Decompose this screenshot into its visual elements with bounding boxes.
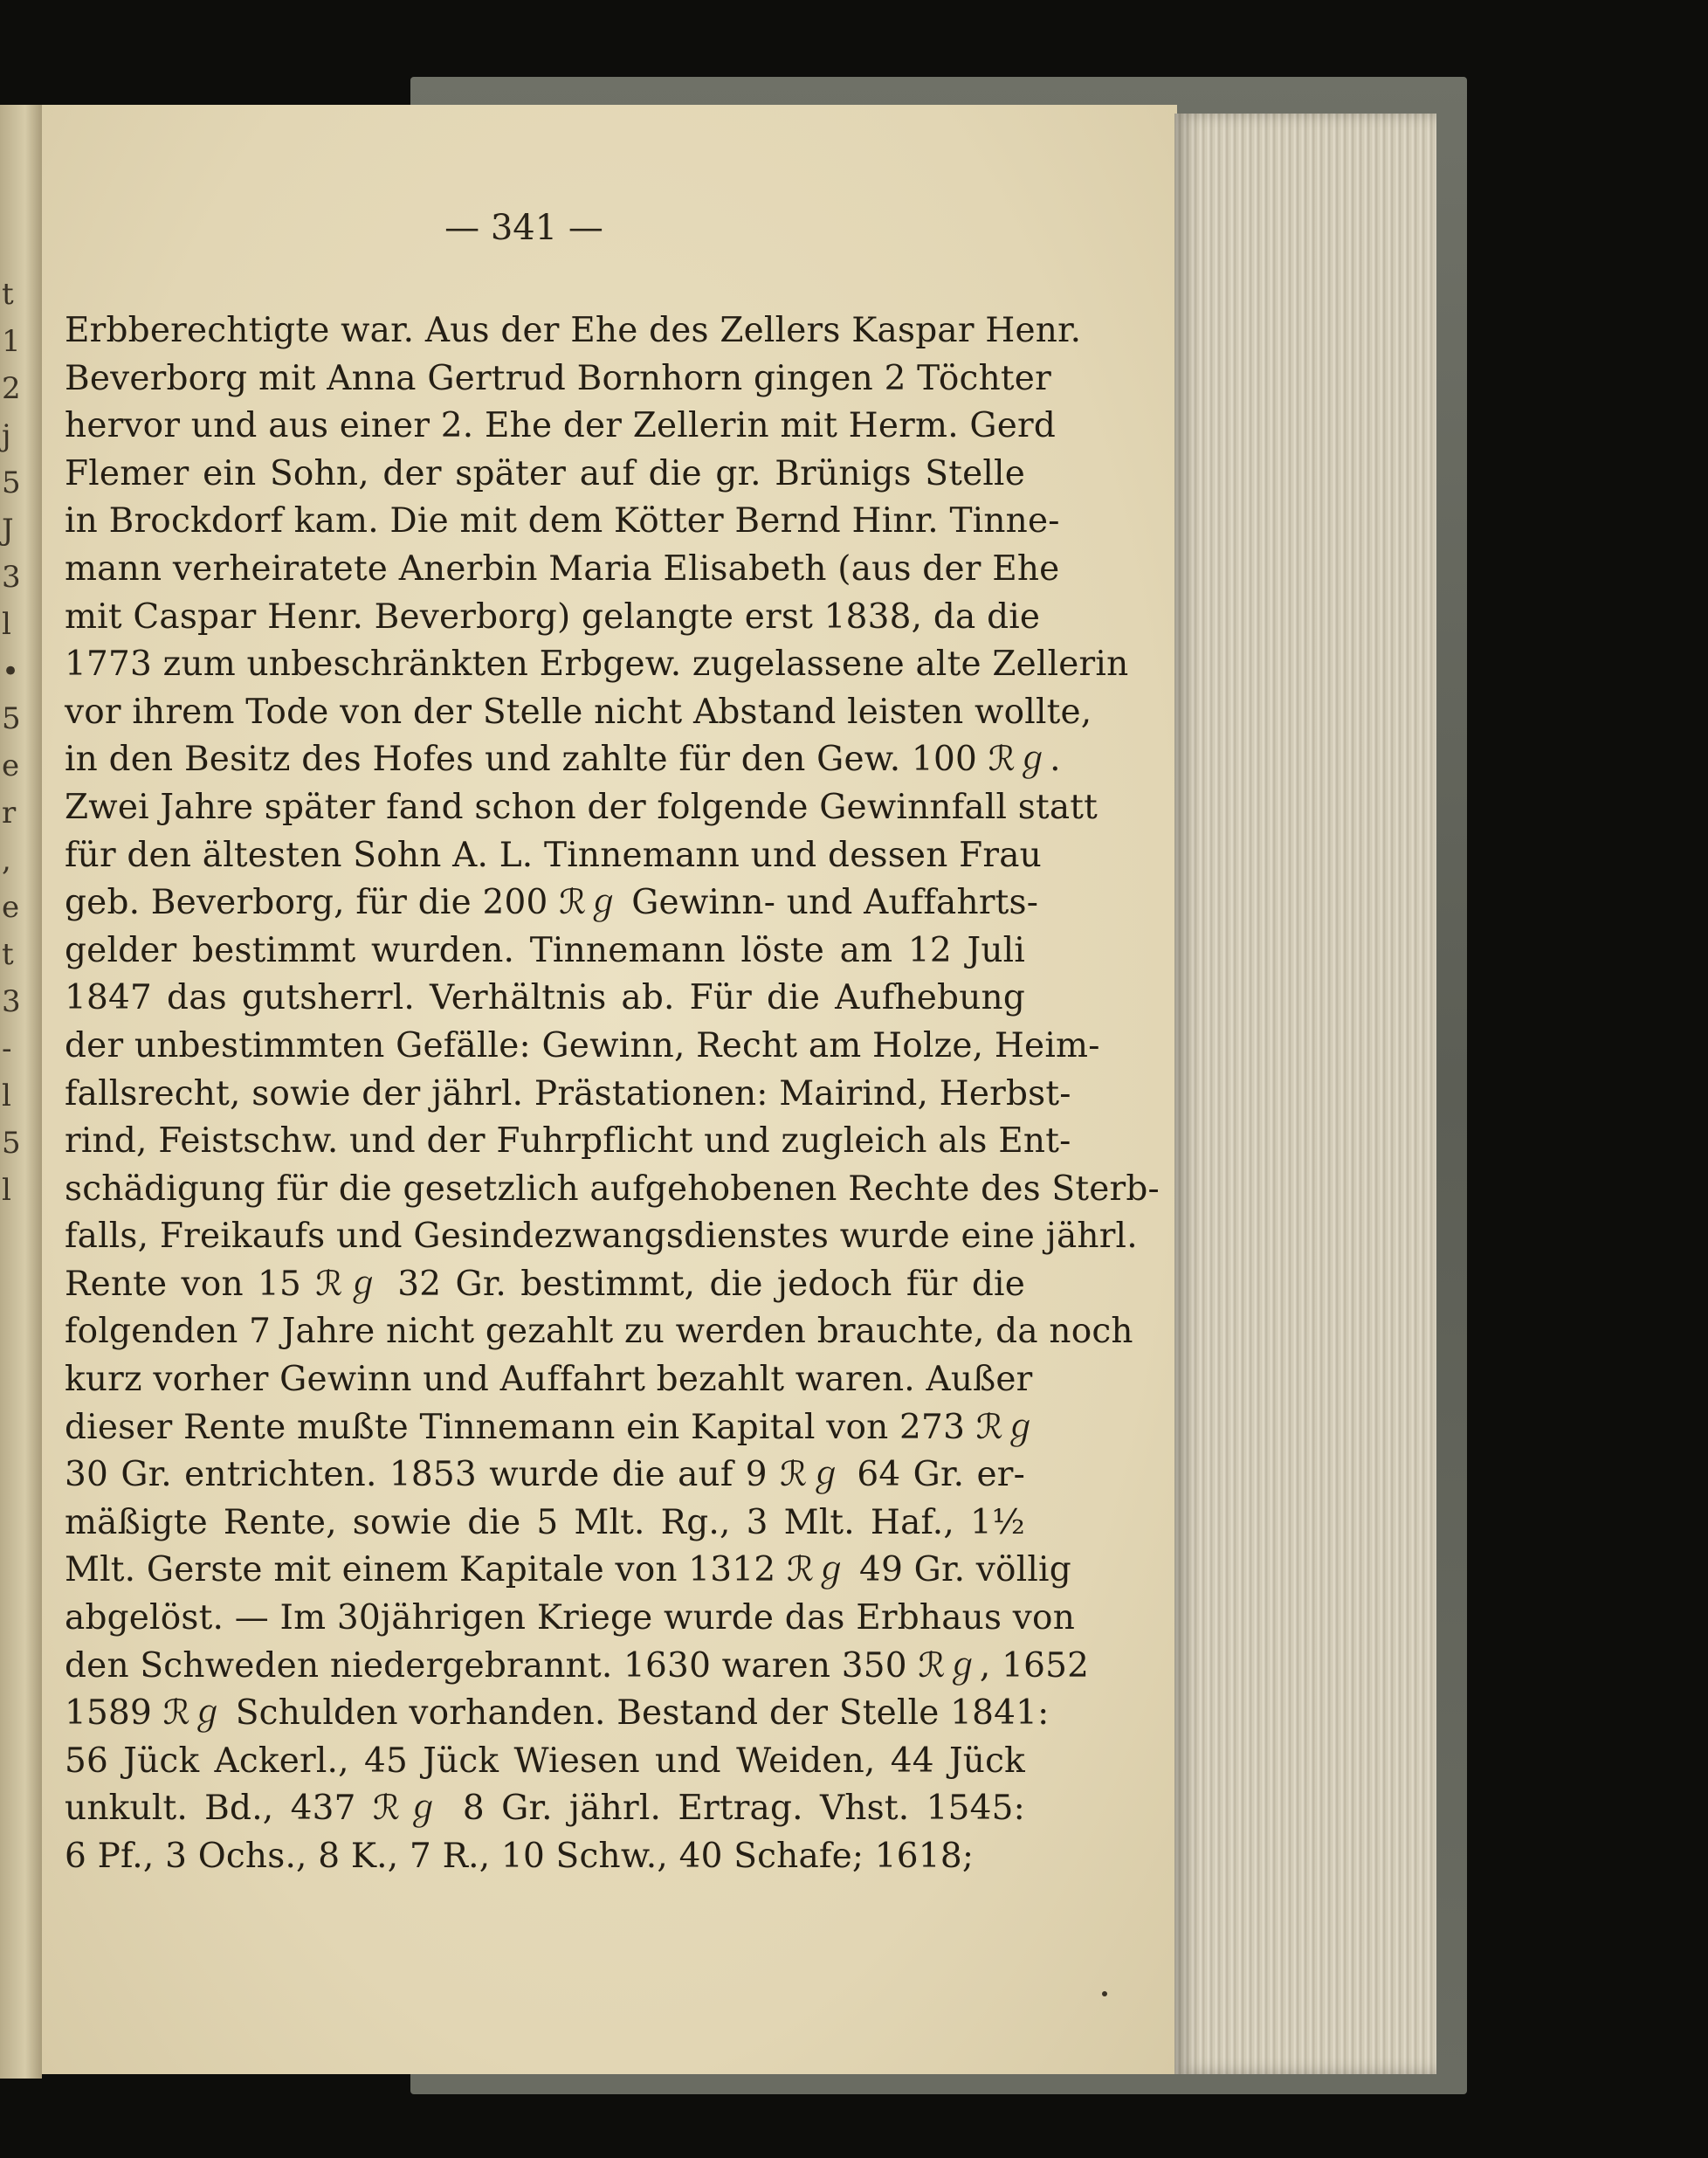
left-page-fragment: • (2, 654, 20, 689)
text-line: Flemer ein Sohn, der später auf die gr. Brünigs Stelle (65, 453, 1025, 493)
text-line: fallsrecht, sowie der jährl. Prästationen: Mairind, Herbst- (65, 1073, 1071, 1113)
left-page-fragment: j (2, 418, 11, 453)
left-page-fragment: 1 (2, 324, 21, 359)
text-line: gelder bestimmt wurden. Tinnemann löste am 12 Juli (65, 930, 1025, 970)
ink-speck (1102, 1991, 1107, 1996)
text-line: den Schweden niedergebrannt. 1630 waren 350 ℛℊ, 1652 (65, 1645, 1090, 1686)
left-page-fragment: , (2, 843, 11, 878)
text-line: mit Caspar Henr. Beverborg) gelangte erst 1838, da die (65, 596, 1041, 637)
left-page-fragment: 2 (2, 371, 21, 406)
text-line: in Brockdorf kam. Die mit dem Kötter Bernd Hinr. Tinne- (65, 501, 1060, 541)
left-page-fragment: r (2, 796, 17, 831)
left-page-fragment: l (2, 1079, 11, 1113)
text-line: unkult. Bd., 437 ℛℊ 8 Gr. jährl. Ertrag. Vhst. 1545: (65, 1789, 1025, 1829)
text-line: folgenden 7 Jahre nicht gezahlt zu werden brauchte, da noch (65, 1312, 1133, 1352)
text-line: falls, Freikaufs und Gesindezwangsdienstes wurde eine jährl. (65, 1217, 1138, 1257)
text-line: rind, Feistschw. und der Fuhrpflicht und zugleich als Ent- (65, 1121, 1071, 1162)
text-line: 56 Jück Ackerl., 45 Jück Wiesen und Weiden, 44 Jück (65, 1741, 1025, 1781)
text-line: vor ihrem Tode von der Stelle nicht Abstand leisten wollte, (65, 692, 1092, 732)
left-page-fragment: l (2, 607, 11, 642)
left-page-fragment: J (2, 513, 14, 548)
text-line: Rente von 15 ℛℊ 32 Gr. bestimmt, die jedoch für die (65, 1264, 1025, 1304)
left-page-fragment: t (2, 277, 14, 312)
text-line: in den Besitz des Hofes und zahlte für den Gew. 100 ℛℊ. (65, 740, 1061, 780)
text-line: geb. Beverborg, für die 200 ℛℊ Gewinn- und Auffahrts- (65, 883, 1039, 923)
left-page-fragment: 3 (2, 560, 21, 595)
left-page-fragment: - (2, 1031, 12, 1066)
text-line: Beverborg mit Anna Gertrud Bornhorn gingen 2 Töchter (65, 358, 1051, 398)
page-body-text (65, 307, 1160, 1881)
text-line: abgelöst. — Im 30jährigen Kriege wurde das Erbhaus von (65, 1598, 1076, 1638)
text-line: 1589 ℛℊ Schulden vorhanden. Bestand der Stelle 1841: (65, 1693, 1050, 1734)
text-line: der unbestimmten Gefälle: Gewinn, Recht am Holze, Heim- (65, 1025, 1100, 1065)
text-line: mäßigte Rente, sowie die 5 Mlt. Rg., 3 Mlt. Haf., 1½ (65, 1502, 1025, 1542)
page-number: — 341 — (444, 208, 603, 248)
text-line: Zwei Jahre später fand schon der folgende Gewinnfall statt (65, 787, 1098, 827)
text-line: dieser Rente mußte Tinnemann ein Kapital von 273 ℛℊ (65, 1407, 1038, 1447)
text-line: Erbberechtigte war. Aus der Ehe des Zellers Kaspar Henr. (65, 311, 1082, 350)
left-page-fragment: 5 (2, 465, 21, 500)
text-line: 1773 zum unbeschränkten Erbgew. zugelassene alte Zellerin (65, 645, 1129, 685)
text-line: kurz vorher Gewinn und Auffahrt bezahlt waren. Außer (65, 1360, 1033, 1400)
text-line: für den ältesten Sohn A. L. Tinnemann und dessen Frau (65, 835, 1042, 875)
left-page-fragment: e (2, 748, 20, 783)
text-line: 1847 das gutsherrl. Verhältnis ab. Für die Aufhebung (65, 978, 1025, 1018)
previous-page-edge (0, 105, 42, 2079)
text-line: 30 Gr. entrichten. 1853 wurde die auf 9 ℛℊ 64 Gr. er- (65, 1455, 1025, 1495)
text-line: mann verheiratete Anerbin Maria Elisabeth (aus der Ehe (65, 548, 1060, 589)
text-line: hervor und aus einer 2. Ehe der Zellerin mit Herm. Gerd (65, 406, 1057, 446)
text-line: 6 Pf., 3 Ochs., 8 K., 7 R., 10 Schw., 40 Schafe; 1618; (65, 1837, 975, 1876)
page-block-edges (1174, 114, 1436, 2074)
left-page-fragment: t (2, 937, 14, 972)
left-page-fragment: e (2, 890, 20, 925)
left-page-fragment: 3 (2, 984, 21, 1019)
text-line: Mlt. Gerste mit einem Kapitale von 1312 ℛℊ 49 Gr. völlig (65, 1550, 1071, 1590)
left-page-fragment: 5 (2, 1126, 21, 1161)
left-page-fragment: l (2, 1173, 11, 1208)
left-page-fragment: 5 (2, 701, 21, 736)
text-line: schädigung für die gesetzlich aufgehobenen Rechte des Sterb- (65, 1169, 1160, 1209)
